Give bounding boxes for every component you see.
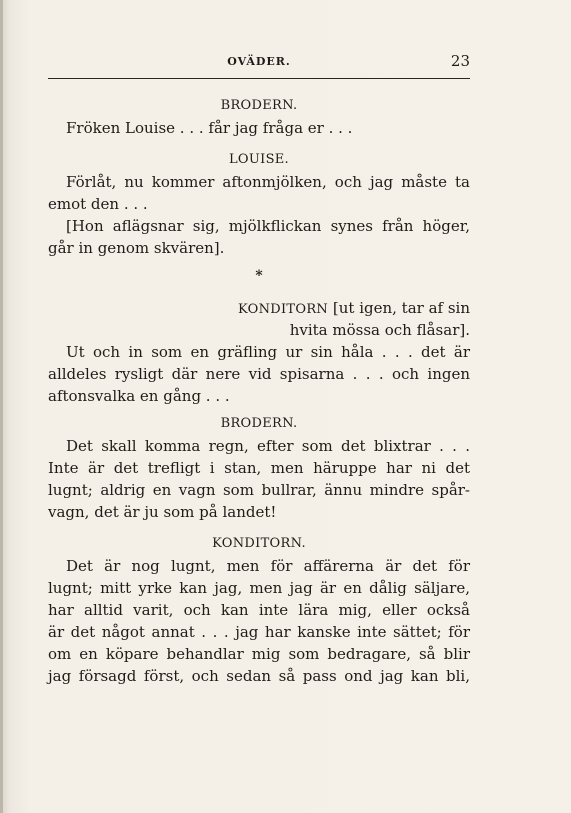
section-separator: * <box>255 268 263 284</box>
text-line: om en köpare behandlar mig som bedragare, så blir <box>48 645 470 663</box>
page-number: 23 <box>450 52 470 70</box>
page-header <box>48 52 470 72</box>
text-line: vagn, det är ju som på landet! <box>48 503 277 521</box>
stage-direction-line: går in genom skvären]. <box>48 239 225 257</box>
stage-direction: hvita mössa och flåsar]. <box>289 321 470 339</box>
text-line: Inte är det trefligt i stan, men häruppe har ni det <box>48 459 470 477</box>
text-line: jag försagd först, och sedan så pass ond jag kan bli, <box>48 667 470 685</box>
text-line: Fröken Louise . . . får jag fråga er . . . <box>66 119 353 137</box>
page-text <box>48 95 470 687</box>
speaker-name: BRODERN. <box>220 416 298 431</box>
text-line: Det skall komma regn, efter som det blixtrar . . . <box>66 437 470 455</box>
speaker-name: KONDITORN <box>237 302 329 317</box>
speaker-name: LOUISE. <box>228 152 289 167</box>
speaker-name: KONDITORN. <box>212 536 306 551</box>
running-title: OVÄDER. <box>227 55 291 68</box>
header-rule <box>48 78 470 79</box>
text-line: lugnt; mitt yrke kan jag, men jag är en dålig säljare, <box>48 579 470 597</box>
text-line: Ut och in som en gräfling ur sin håla . . . det är <box>66 343 470 361</box>
text-line: emot den . . . <box>48 195 148 213</box>
text-line: lugnt; aldrig en vagn som bullrar, ännu mindre spår- <box>48 481 470 499</box>
text-line: Förlåt, nu kommer aftonmjölken, och jag måste ta <box>66 173 470 191</box>
speaker-name: BRODERN. <box>220 98 298 113</box>
text-line: är det något annat . . . jag har kanske inte sättet; för <box>48 623 470 641</box>
stage-direction-line: [Hon aflägsnar sig, mjölkflickan synes från höger, <box>66 217 470 235</box>
page-edge <box>0 0 3 813</box>
text-line: alldeles rysligt där nere vid spisarna . . . och ingen <box>48 365 470 383</box>
text-line: har alltid varit, och kan inte lära mig, eller också <box>48 601 470 619</box>
speaker-with-direction <box>48 297 470 319</box>
text-line: Det är nog lugnt, men för affärerna är det för <box>66 557 470 575</box>
stage-direction: [ut igen, tar af sin <box>332 299 470 317</box>
text-line: aftonsvalka en gång . . . <box>48 387 230 405</box>
